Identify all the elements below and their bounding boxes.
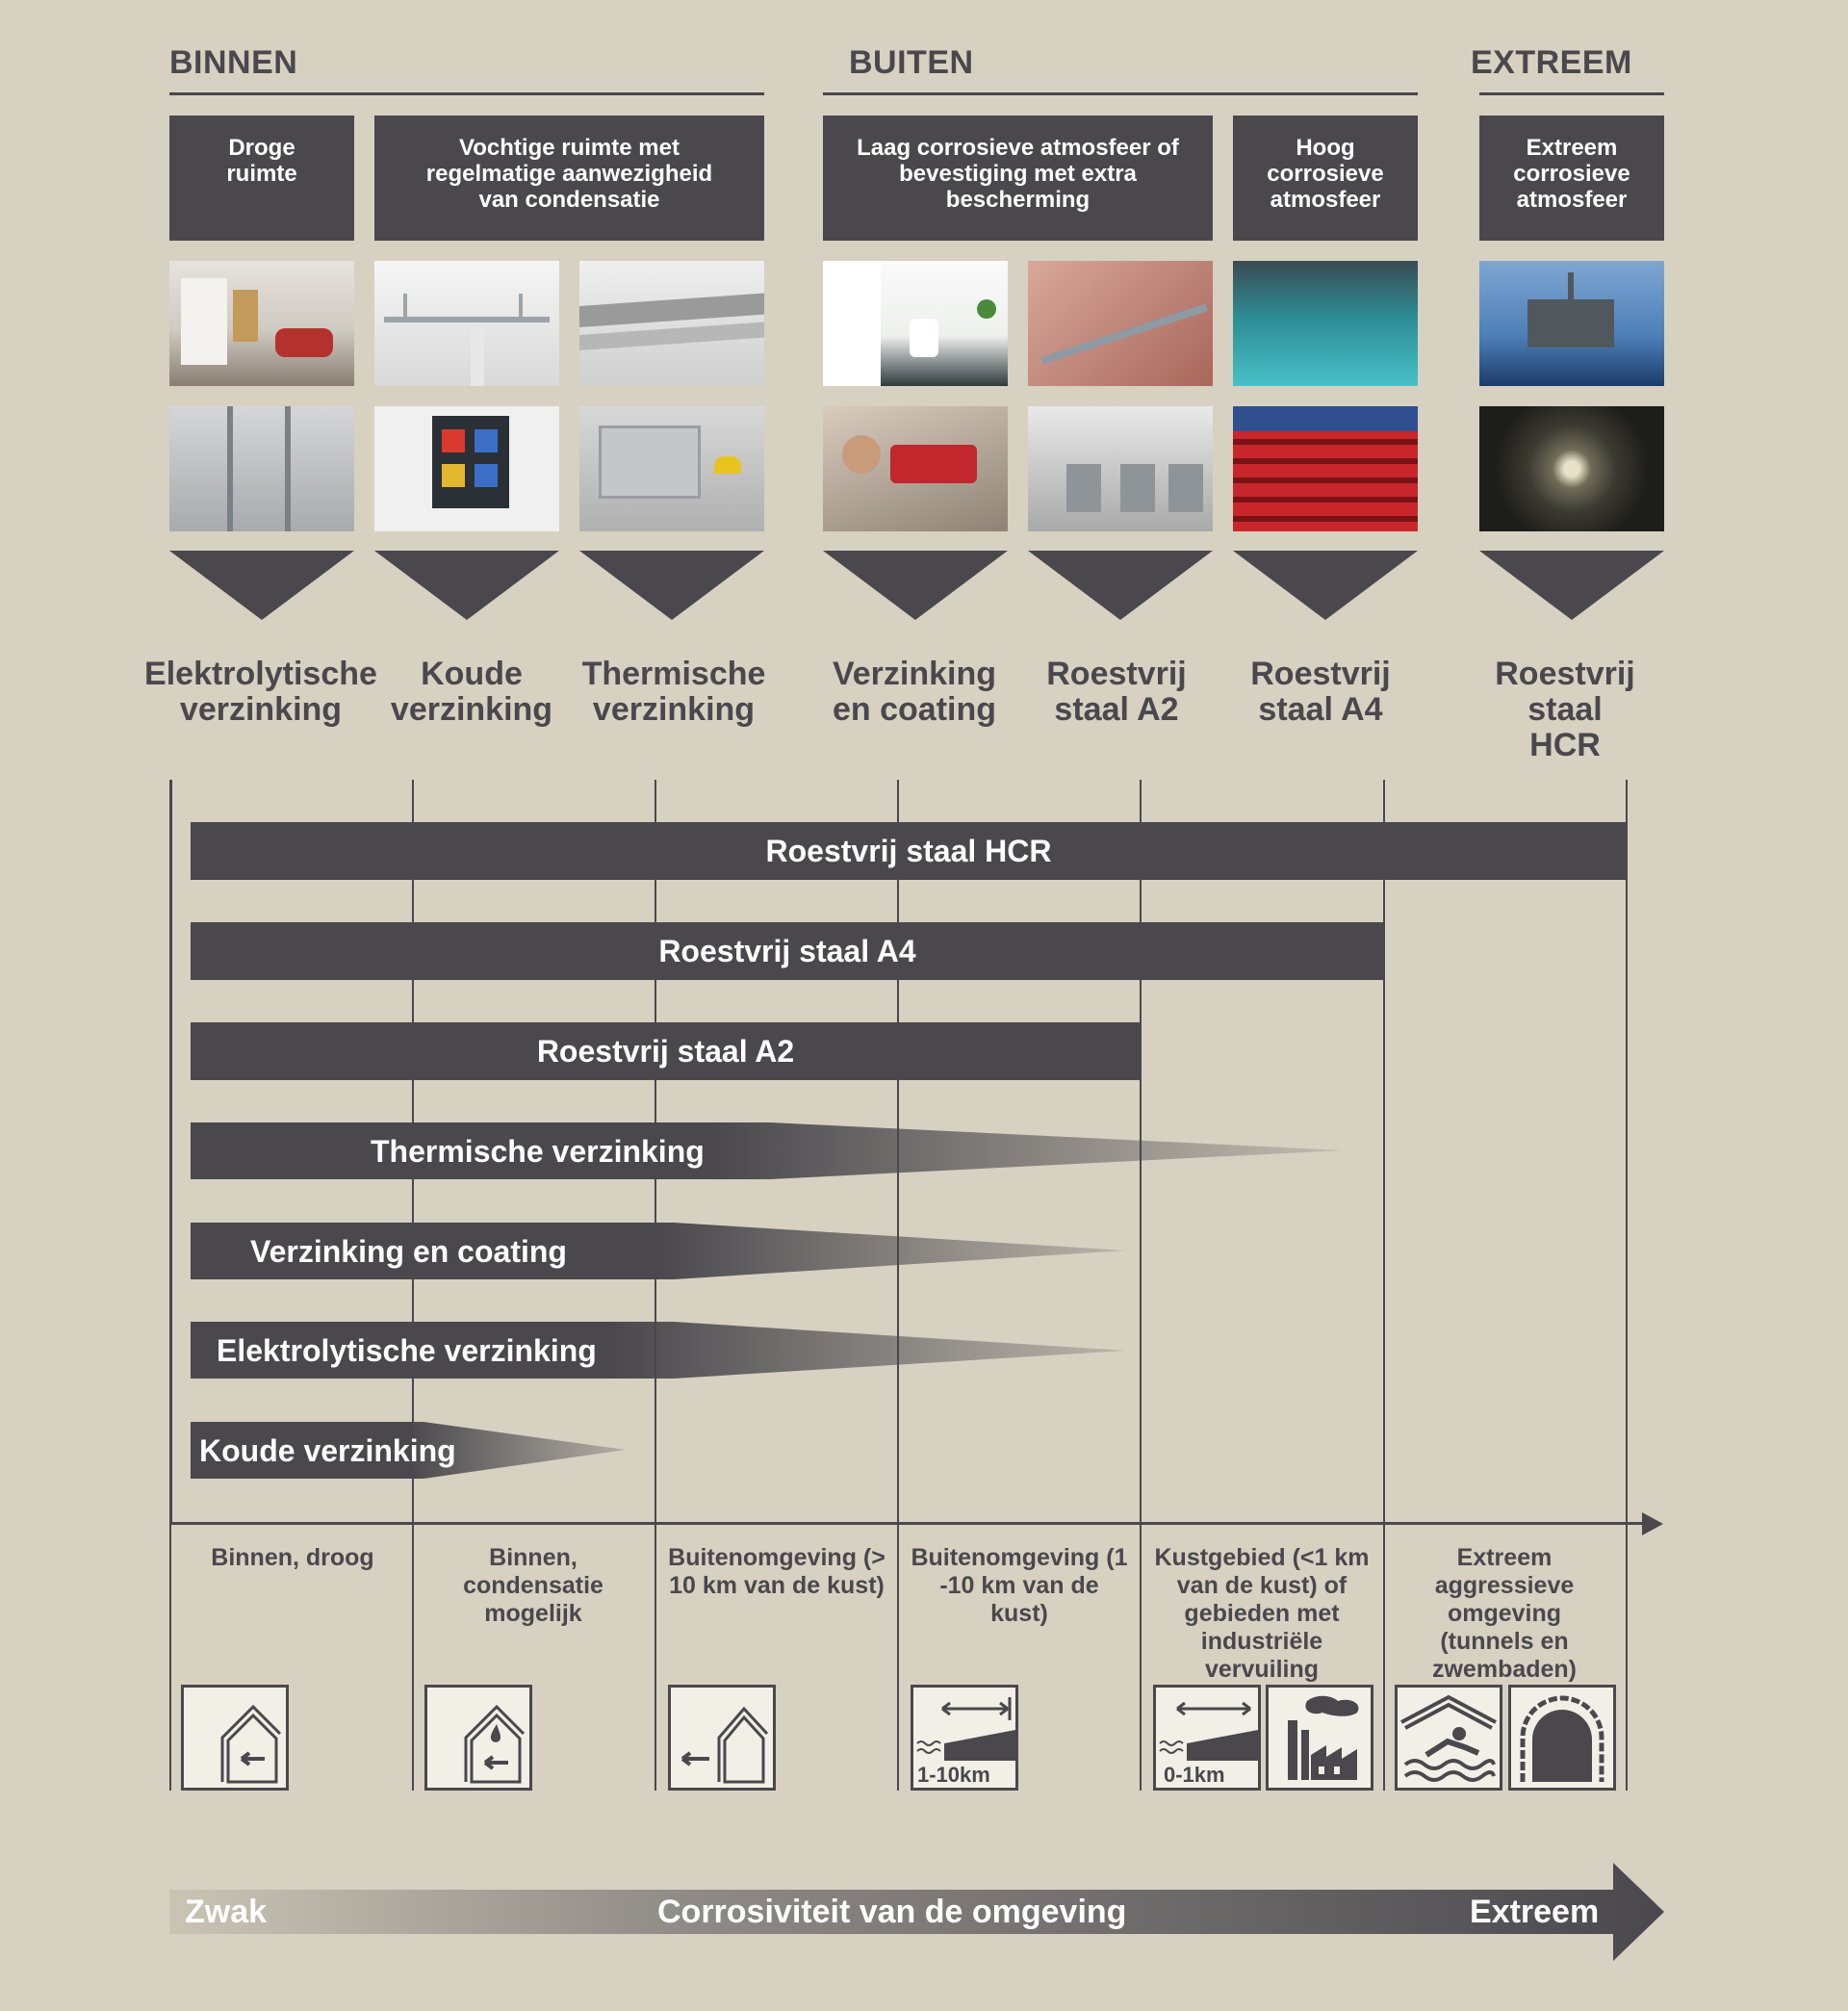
indoor-dry-icon — [181, 1685, 289, 1791]
coast-distance-near-label: 0-1km — [1164, 1763, 1225, 1787]
header-extreem-corrosief: Extreem corrosieve atmosfeer — [1479, 116, 1664, 241]
scale-low-label: Zwak — [185, 1894, 268, 1930]
zone-kustgebied: Kustgebied (<1 km van de kust) of gebieden met industriële vervuiling — [1154, 1544, 1370, 1683]
label-elektrolytische-verzinking: Elektrolytische verzinking — [144, 656, 377, 728]
coast-distance-near-icon — [1153, 1685, 1261, 1791]
coast-distance-far-icon — [911, 1685, 1018, 1791]
bar-roestvrij-staal-a2: Roestvrij staal A2 — [191, 1022, 1141, 1080]
label-verzinking-en-coating: Verzinking en coating — [832, 656, 997, 728]
label-roestvrij-staal-a2: Roestvrij staal A2 — [1046, 656, 1187, 728]
swimming-pool-icon — [1395, 1685, 1502, 1791]
header-hoog-corrosief: Hoog corrosieve atmosfeer — [1233, 116, 1418, 241]
label-thermische-verzinking: Thermische verzinking — [581, 656, 766, 728]
header-droge-ruimte: Droge ruimte — [169, 116, 354, 241]
bar-roestvrij-staal-hcr: Roestvrij staal HCR — [191, 822, 1627, 880]
zone-extreem: Extreem aggressieve omgeving (tunnels en zwembaden) — [1431, 1544, 1578, 1683]
category-extreem: EXTREEM — [1471, 44, 1632, 81]
header-vochtige-ruimte: Vochtige ruimte met regelmatige aanwezigheid van condensatie — [374, 116, 764, 241]
scale-high-label: Extreem — [1470, 1894, 1600, 1930]
label-roestvrij-staal-a4: Roestvrij staal A4 — [1250, 656, 1391, 728]
indoor-condensation-icon — [424, 1685, 532, 1791]
header-laag-corrosief: Laag corrosieve atmosfeer of bevestiging met extra bescherming — [823, 116, 1213, 241]
zone-binnen-droog: Binnen, droog — [211, 1544, 374, 1571]
category-binnen: BINNEN — [169, 44, 298, 81]
zone-buiten-ver: Buitenomgeving (> 10 km van de kust) — [668, 1544, 886, 1599]
coast-distance-far-label: 1-10km — [917, 1763, 990, 1787]
category-buiten: BUITEN — [849, 44, 974, 81]
wedge-label-koude-verzinking: Koude verzinking — [199, 1433, 456, 1468]
bar-roestvrij-staal-a4: Roestvrij staal A4 — [191, 922, 1384, 980]
tunnel-icon — [1508, 1685, 1616, 1791]
wedge-label-elektrolytische-verzinking: Elektrolytische verzinking — [217, 1333, 597, 1368]
zone-binnen-condensatie: Binnen, condensatie mogelijk — [463, 1544, 603, 1627]
industry-factory-icon — [1266, 1685, 1373, 1791]
label-koude-verzinking: Koude verzinking — [390, 656, 553, 728]
scale-title: Corrosiviteit van de omgeving — [657, 1894, 1127, 1930]
wedge-label-verzinking-en-coating: Verzinking en coating — [250, 1234, 567, 1269]
wedge-thermische-verzinking — [191, 1122, 1344, 1179]
outdoor-inland-icon — [668, 1685, 776, 1791]
label-roestvrij-staal-hcr: Roestvrij staal HCR — [1495, 656, 1635, 763]
wedge-label-thermische-verzinking: Thermische verzinking — [371, 1134, 705, 1169]
zone-buiten-middel: Buitenomgeving (1 -10 km van de kust) — [911, 1544, 1128, 1627]
